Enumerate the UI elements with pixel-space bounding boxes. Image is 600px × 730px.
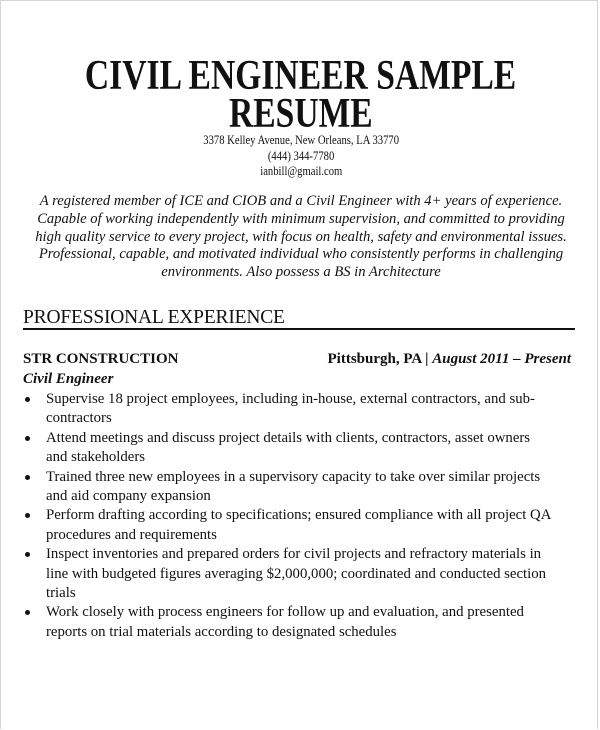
job-location-dates (328, 350, 572, 368)
job-location: Pittsburgh, PA (327, 351, 422, 367)
job-role: Civil Engineer (23, 371, 114, 387)
company-name: STR CONSTRUCTION (23, 351, 179, 367)
summary: A registered member of ICE and CIOB and a Civil Engineer with 4+ years of experience. Capable of working independently with minimum supervision, and committed to providing high quality service to every project, with focus on health, safety and environmental issues. Professional, capable, and motivated individual who consistently performs in challenging environments. Also possess a BS in Architecture (35, 193, 567, 281)
separator: | (421, 351, 433, 367)
bullet-icon (25, 513, 30, 518)
list-item: Work closely with process engineers for follow up and evaluation, and presented reports on trial materials according to designated schedules (23, 603, 553, 642)
job-dates: August 2011 – Present (432, 351, 571, 367)
job-bullets (23, 390, 553, 642)
bullet-icon (25, 397, 30, 402)
phone: (444) 344-7780 (267, 149, 335, 163)
section-divider (23, 328, 575, 330)
resume-title: CIVIL ENGINEER SAMPLE (85, 53, 517, 99)
resume-title-line2: RESUME (229, 91, 373, 137)
address: 3378 Kelley Avenue, New Orleans, LA 33770 (203, 133, 399, 147)
list-item: Inspect inventories and prepared orders for civil projects and refractory materials in line with budgeted figures averaging $2,000,000; coordinated and conducted section trials (23, 545, 553, 603)
bullet-icon (25, 610, 30, 615)
list-item: Perform drafting according to specifications; ensured compliance with all project QA procedures and requirements (23, 506, 553, 545)
list-item: Attend meetings and discuss project details with clients, contractors, asset owners and stakeholders (23, 429, 553, 468)
email: ianbill@gmail.com (259, 164, 343, 178)
section-heading-experience: PROFESSIONAL EXPERIENCE (23, 307, 285, 328)
list-item: Supervise 18 project employees, including in-house, external contractors, and sub-contractors (23, 390, 553, 429)
list-item: Trained three new employees in a supervisory capacity to take over similar projects and aid company expansion (23, 468, 553, 507)
bullet-icon (25, 475, 30, 480)
bullet-icon (25, 552, 30, 557)
bullet-icon (25, 436, 30, 441)
